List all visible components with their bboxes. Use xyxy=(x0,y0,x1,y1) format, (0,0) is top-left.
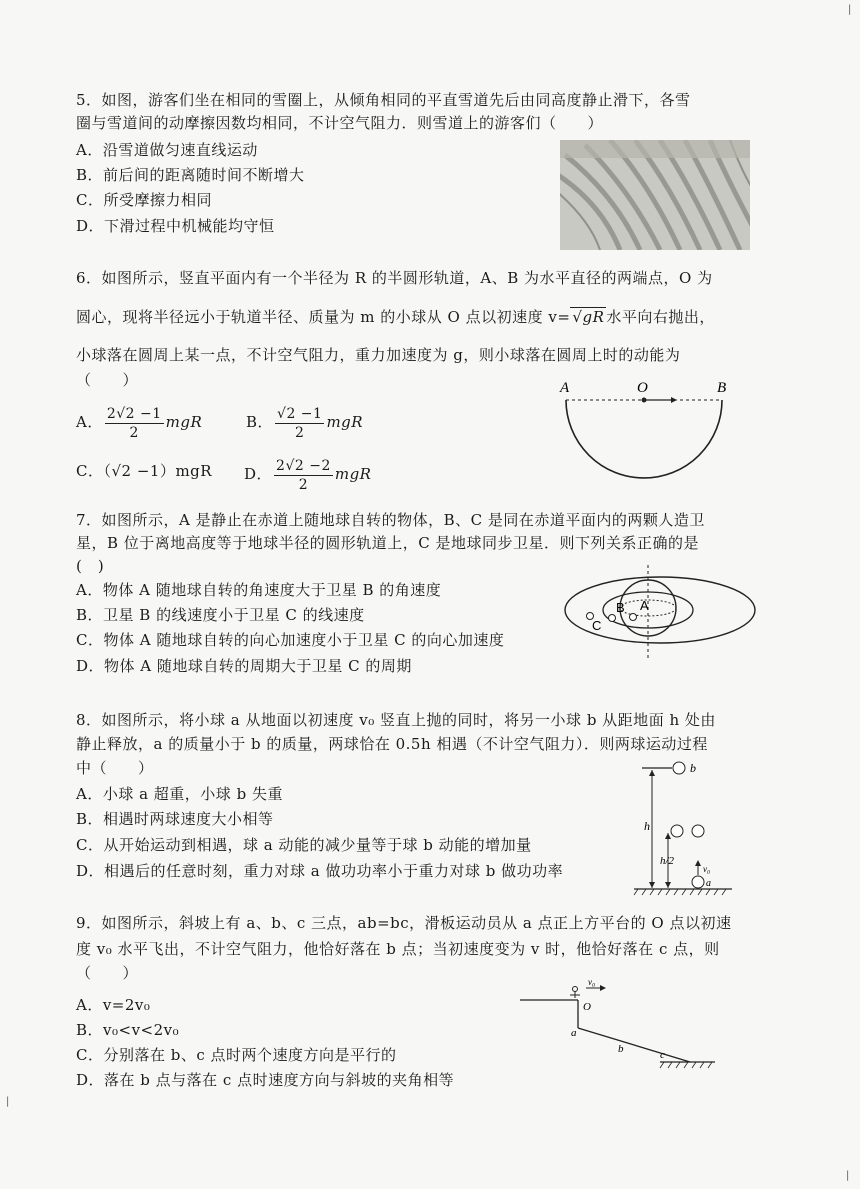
q5-option-b: B．前后间的距离随时间不断增大 xyxy=(76,166,305,184)
point-c-label: c xyxy=(660,1049,665,1061)
q8-option-a: A．小球 a 超重，小球 b 失重 xyxy=(76,785,283,803)
point-o-label: O xyxy=(583,1001,591,1013)
q6-stem-line2a: 圆心，现将半径远小于轨道半径、质量为 m 的小球从 O 点以初速度 v= xyxy=(76,308,571,326)
q7-option-d: D．物体 A 随地球自转的周期大于卫星 C 的周期 xyxy=(76,657,412,675)
q9-option-a: A．v=2v₀ xyxy=(76,996,151,1014)
semicircle-track-diagram xyxy=(556,378,736,488)
q6-option-a xyxy=(76,400,202,444)
slope-ski-diagram xyxy=(520,977,730,1075)
q6-option-d xyxy=(244,452,371,496)
ball-b-label: b xyxy=(690,761,696,775)
q5-stem-line2: 圈与雪道间的动摩擦因数均相同，不计空气阻力．则雪道上的游客们（ ） xyxy=(76,114,604,132)
satellite-c-label: C xyxy=(592,618,602,633)
height-h-label: h xyxy=(644,819,650,833)
q6-option-b-numerator: √2 −1 xyxy=(277,405,323,422)
q7-stem-line2: 星，B 位于离地高度等于地球半径的圆形轨道上，C 是地球同步卫星．则下列关系正确的是 xyxy=(76,534,700,552)
scan-mark-left: | xyxy=(6,1096,10,1107)
snow-slide-photo xyxy=(560,140,750,250)
q6-stem-line1: 6．如图所示，竖直平面内有一个半径为 R 的半圆形轨道，A、B 为水平直径的两端点，O 为 xyxy=(76,269,713,287)
q8-option-b: B．相遇时两球速度大小相等 xyxy=(76,810,274,828)
point-b-label: b xyxy=(618,1043,624,1055)
q6-option-b xyxy=(246,400,363,444)
q7-stem-line3: ( ) xyxy=(76,557,105,575)
half-height-label: h/2 xyxy=(660,855,675,867)
q6-option-a-tail: mgR xyxy=(165,413,203,431)
q6-option-a-denominator: 2 xyxy=(129,424,139,441)
q6-option-b-label: B． xyxy=(246,413,274,431)
point-o-label: O xyxy=(637,380,648,396)
q6-option-d-fraction xyxy=(274,457,333,494)
scan-mark-top-right: | xyxy=(848,4,852,15)
satellite-orbit-diagram xyxy=(560,560,760,670)
scan-mark-bottom-right: | xyxy=(846,1170,850,1181)
q6-sqrt-gr: √gR xyxy=(572,308,605,326)
q6-option-b-tail: mgR xyxy=(326,413,364,431)
q9-option-b: B．v₀<v<2v₀ xyxy=(76,1021,180,1039)
q8-stem-line1: 8．如图所示，将小球 a 从地面以初速度 v₀ 竖直上抛的同时，将另一小球 b 从距地面 h 处由 xyxy=(76,711,716,729)
q6-stem-line2b: 水平向右抛出， xyxy=(606,308,715,326)
q9-stem-line1: 9．如图所示，斜坡上有 a、b、c 三点，ab=bc，滑板运动员从 a 点正上方平台的 O 点以初速 xyxy=(76,914,732,932)
q6-option-b-fraction xyxy=(275,405,324,442)
initial-velocity-label: v₀ xyxy=(703,864,711,874)
q5-option-d: D．下滑过程中机械能均守恒 xyxy=(76,217,275,235)
q6-option-d-label: D． xyxy=(244,465,273,483)
two-balls-diagram xyxy=(632,758,742,898)
q7-option-a: A．物体 A 随地球自转的角速度大于卫星 B 的角速度 xyxy=(76,581,442,599)
q6-option-d-tail: mgR xyxy=(334,465,372,483)
q6-option-b-denominator: 2 xyxy=(295,424,305,441)
q6-stem-line4: （ ） xyxy=(76,371,139,389)
q9-option-d: D．落在 b 点与落在 c 点时速度方向与斜坡的夹角相等 xyxy=(76,1071,455,1089)
q5-option-c: C．所受摩擦力相同 xyxy=(76,191,212,209)
q6-option-c: C．（√2 −1）mgR xyxy=(76,462,213,480)
q7-option-b: B．卫星 B 的线速度小于卫星 C 的线速度 xyxy=(76,606,365,624)
initial-velocity-label: v₀ xyxy=(588,977,596,987)
point-b-label: B xyxy=(717,380,727,396)
q5-option-a: A．沿雪道做匀速直线运动 xyxy=(76,141,258,159)
q6-option-a-fraction xyxy=(105,405,164,442)
q8-option-c: C．从开始运动到相遇，球 a 动能的减少量等于球 b 动能的增加量 xyxy=(76,836,532,854)
q5-stem-line1: 5．如图，游客们坐在相同的雪圈上，从倾角相同的平直雪道先后由同高度静止滑下，各雪 xyxy=(76,91,691,109)
q8-option-d: D．相遇后的任意时刻，重力对球 a 做功功率小于重力对球 b 做功功率 xyxy=(76,862,564,880)
q9-stem-line3: （ ） xyxy=(76,964,139,982)
q8-stem-line2: 静止释放，a 的质量小于 b 的质量，两球恰在 0.5h 相遇（不计空气阻力）．则两球运动过程 xyxy=(76,735,708,753)
q6-option-d-numerator: 2√2 −2 xyxy=(276,457,331,474)
q7-stem-line1: 7．如图所示，A 是静止在赤道上随地球自转的物体，B、C 是同在赤道平面内的两颗人造卫 xyxy=(76,511,705,529)
q9-option-c: C．分别落在 b、c 点时两个速度方向是平行的 xyxy=(76,1046,397,1064)
q6-stem-line2 xyxy=(76,307,715,327)
q9-stem-line2: 度 v₀ 水平飞出，不计空气阻力，他恰好落在 b 点；当初速度变为 v 时，他恰好落在 c 点，则 xyxy=(76,940,720,958)
q6-option-d-denominator: 2 xyxy=(298,476,309,493)
q8-stem-line3: 中（ ） xyxy=(76,759,154,777)
object-a-label: A xyxy=(640,598,649,613)
satellite-b-label: B xyxy=(616,600,625,615)
point-a-label: A xyxy=(560,380,570,396)
q7-option-c: C．物体 A 随地球自转的向心加速度小于卫星 C 的向心加速度 xyxy=(76,631,505,649)
ball-a-label: a xyxy=(706,878,711,889)
point-a-label: a xyxy=(571,1027,577,1039)
q6-option-a-numerator: 2√2 −1 xyxy=(106,405,162,422)
q6-option-a-label: A． xyxy=(76,413,103,431)
q6-stem-line3: 小球落在圆周上某一点，不计空气阻力，重力加速度为 g，则小球落在圆周上时的动能为 xyxy=(76,346,681,364)
